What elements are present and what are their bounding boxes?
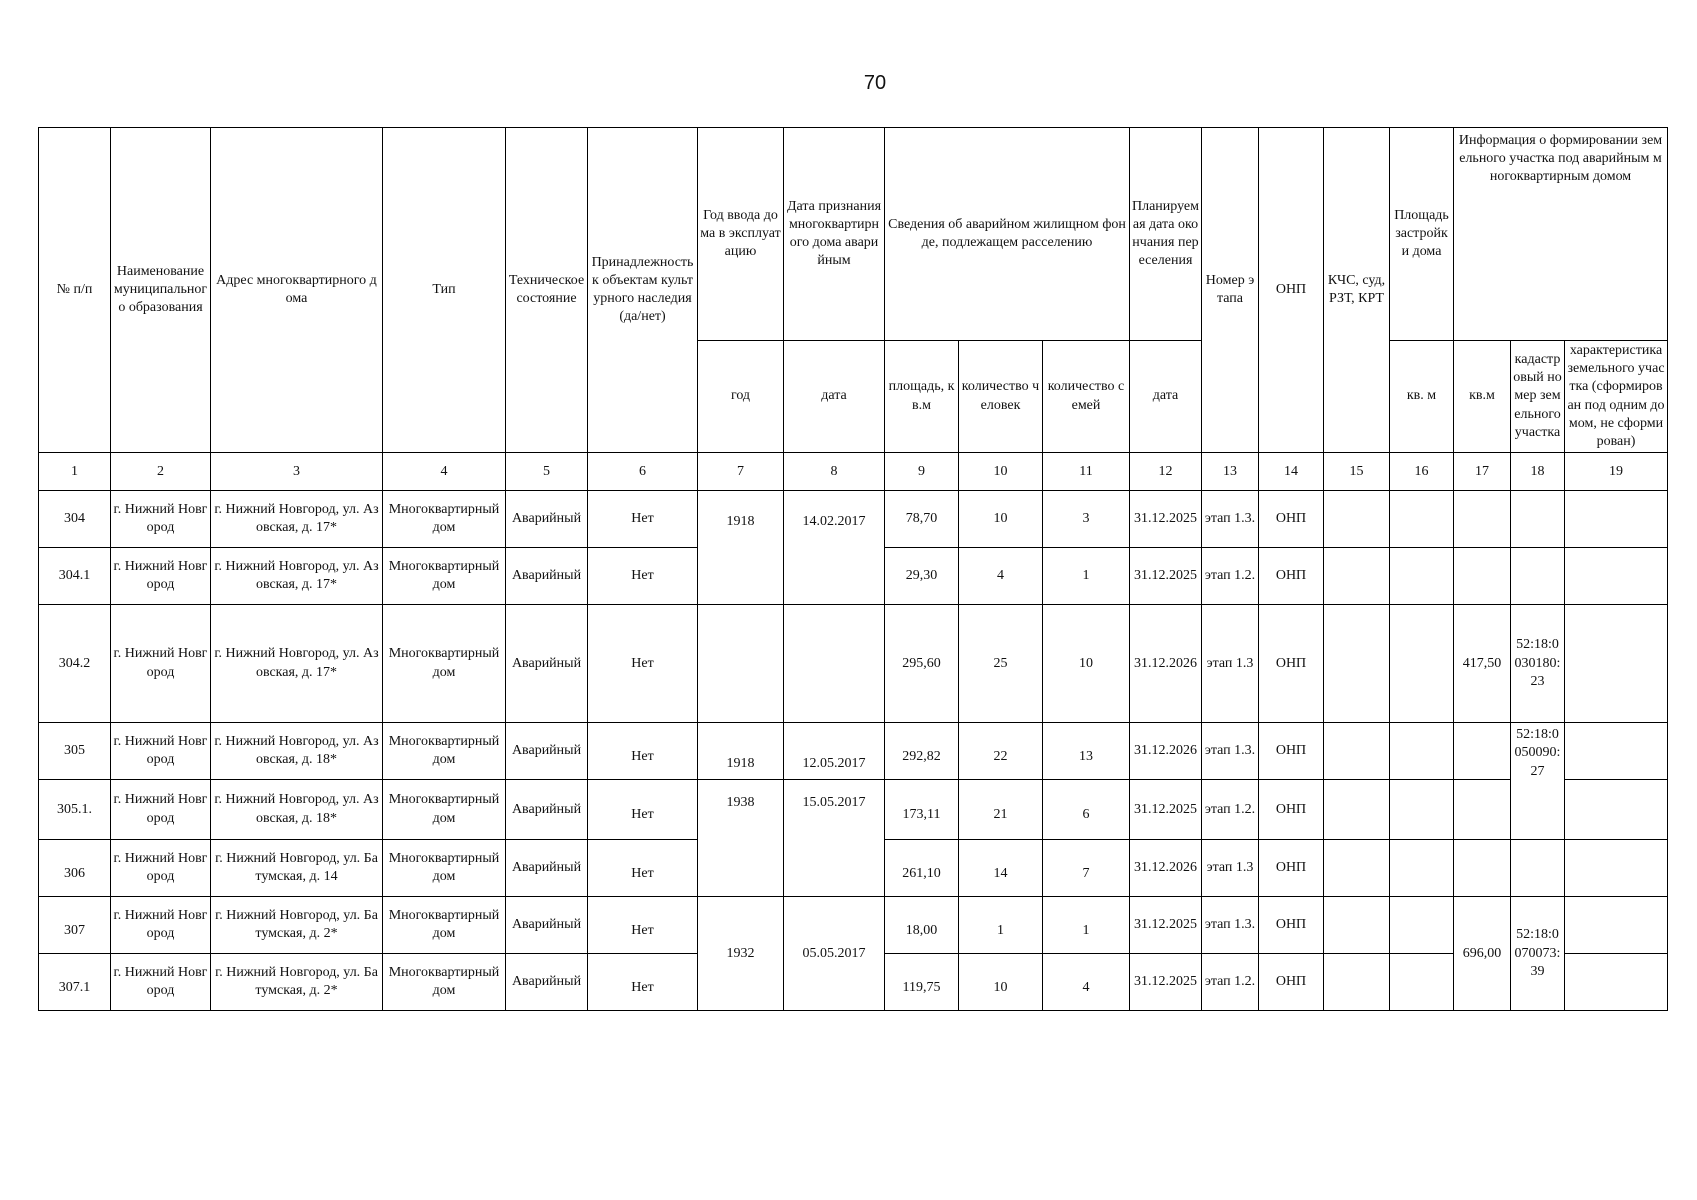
onp-cell: ОНП [1259, 840, 1324, 897]
heritage-cell: Нет [588, 723, 698, 780]
build-area-cell [1390, 723, 1454, 780]
heritage-cell: Нет [588, 840, 698, 897]
header-cell: № п/п [39, 128, 111, 453]
emergency-housing-table [38, 127, 1668, 1011]
column-number: 18 [1511, 453, 1565, 491]
land-char-cell [1565, 548, 1668, 605]
stage-cell: этап 1.2. [1202, 548, 1259, 605]
stage-cell: этап 1.3 [1202, 605, 1259, 723]
header-row [39, 128, 1668, 341]
onp-cell: ОНП [1259, 605, 1324, 723]
kchs-cell [1324, 954, 1390, 1011]
land-char-cell [1565, 840, 1668, 897]
onp-cell: ОНП [1259, 723, 1324, 780]
header-cell: характеристика земельного участка (сформирован под одним домом, не сформирован) [1565, 341, 1668, 453]
end-date-cell: 31.12.2026 [1130, 840, 1202, 897]
families-cell: 7 [1043, 840, 1130, 897]
header-cell: Тип [383, 128, 506, 453]
address-cell: г. Нижний Новгород, ул. Батумская, д. 14 [211, 840, 383, 897]
onp-cell: ОНП [1259, 954, 1324, 1011]
year-cell [698, 605, 784, 723]
column-number: 16 [1390, 453, 1454, 491]
kchs-cell [1324, 780, 1390, 840]
kchs-cell [1324, 840, 1390, 897]
row-number: 304.2 [39, 605, 111, 723]
row-number: 304.1 [39, 548, 111, 605]
onp-cell: ОНП [1259, 491, 1324, 548]
end-date-cell: 31.12.2026 [1130, 605, 1202, 723]
area-cell: 119,75 [885, 954, 959, 1011]
row-number: 306 [39, 840, 111, 897]
cadastral-cell: 52:18:0070073:39 [1511, 897, 1565, 1011]
column-number-row [39, 453, 1668, 491]
column-number: 1 [39, 453, 111, 491]
date-cell: 05.05.2017 [784, 897, 885, 1011]
municipality-cell: г. Нижний Новгород [111, 840, 211, 897]
land-char-cell [1565, 723, 1668, 780]
land-char-cell [1565, 491, 1668, 548]
page-number: 70 [863, 72, 887, 94]
header-cell: ОНП [1259, 128, 1324, 453]
header-cell: Техническое состояние [506, 128, 588, 453]
header-cell: количество человек [959, 341, 1043, 453]
area-cell: 261,10 [885, 840, 959, 897]
land-area-cell [1454, 723, 1511, 780]
column-number: 9 [885, 453, 959, 491]
land-area-cell: 417,50 [1454, 605, 1511, 723]
column-number: 15 [1324, 453, 1390, 491]
column-number: 5 [506, 453, 588, 491]
header-cell: Планируемая дата окончания переселения [1130, 128, 1202, 341]
land-area-cell [1454, 780, 1511, 840]
build-area-cell [1390, 780, 1454, 840]
area-cell: 29,30 [885, 548, 959, 605]
table-row [39, 605, 1668, 723]
address-cell: г. Нижний Новгород, ул. Азовская, д. 17* [211, 605, 383, 723]
column-number: 17 [1454, 453, 1511, 491]
area-cell: 295,60 [885, 605, 959, 723]
column-number: 19 [1565, 453, 1668, 491]
row-number: 304 [39, 491, 111, 548]
end-date-cell: 31.12.2025 [1130, 954, 1202, 1011]
date-cell [784, 605, 885, 723]
header-cell: дата [1130, 341, 1202, 453]
cadastral-cell: 52:18:0050090:27 [1511, 723, 1565, 840]
header-cell: кв.м [1454, 341, 1511, 453]
row-number: 307 [39, 897, 111, 954]
build-area-cell [1390, 840, 1454, 897]
stage-cell: этап 1.2. [1202, 780, 1259, 840]
state-cell: Аварийный [506, 548, 588, 605]
stage-cell: этап 1.3 [1202, 840, 1259, 897]
column-number: 6 [588, 453, 698, 491]
cadastral-cell [1511, 840, 1565, 897]
header-cell: площадь, кв.м [885, 341, 959, 453]
end-date-cell: 31.12.2025 [1130, 548, 1202, 605]
heritage-cell: Нет [588, 897, 698, 954]
column-number: 4 [383, 453, 506, 491]
stage-cell: этап 1.3. [1202, 897, 1259, 954]
land-area-cell [1454, 548, 1511, 605]
header-cell: кв. м [1390, 341, 1454, 453]
land-char-cell [1565, 605, 1668, 723]
table-row [39, 723, 1668, 780]
heritage-cell: Нет [588, 491, 698, 548]
header-cell: Год ввода дома в эксплуатацию [698, 128, 784, 341]
families-cell: 13 [1043, 723, 1130, 780]
families-cell: 10 [1043, 605, 1130, 723]
onp-cell: ОНП [1259, 897, 1324, 954]
end-date-cell: 31.12.2025 [1130, 897, 1202, 954]
heritage-cell: Нет [588, 780, 698, 840]
people-cell: 1 [959, 897, 1043, 954]
type-cell: Многоквартирный дом [383, 723, 506, 780]
heritage-cell: Нет [588, 605, 698, 723]
address-cell: г. Нижний Новгород, ул. Батумская, д. 2* [211, 897, 383, 954]
families-cell: 1 [1043, 548, 1130, 605]
kchs-cell [1324, 491, 1390, 548]
address-cell: г. Нижний Новгород, ул. Азовская, д. 17* [211, 491, 383, 548]
people-cell: 14 [959, 840, 1043, 897]
people-cell: 10 [959, 954, 1043, 1011]
date-cell: 14.02.2017 [784, 491, 885, 605]
people-cell: 10 [959, 491, 1043, 548]
cadastral-cell [1511, 491, 1565, 548]
header-cell: кадастровый номер земельного участка [1511, 341, 1565, 453]
land-char-cell [1565, 897, 1668, 954]
type-cell: Многоквартирный дом [383, 954, 506, 1011]
kchs-cell [1324, 548, 1390, 605]
state-cell: Аварийный [506, 897, 588, 954]
land-area-cell [1454, 491, 1511, 548]
type-cell: Многоквартирный дом [383, 605, 506, 723]
date-cell: 12.05.2017 [784, 723, 885, 780]
state-cell: Аварийный [506, 491, 588, 548]
land-char-cell [1565, 954, 1668, 1011]
column-number: 8 [784, 453, 885, 491]
municipality-cell: г. Нижний Новгород [111, 491, 211, 548]
people-cell: 4 [959, 548, 1043, 605]
municipality-cell: г. Нижний Новгород [111, 605, 211, 723]
municipality-cell: г. Нижний Новгород [111, 780, 211, 840]
families-cell: 6 [1043, 780, 1130, 840]
column-number: 12 [1130, 453, 1202, 491]
address-cell: г. Нижний Новгород, ул. Азовская, д. 18* [211, 723, 383, 780]
build-area-cell [1390, 897, 1454, 954]
column-number: 2 [111, 453, 211, 491]
date-cell: 15.05.2017 [784, 780, 885, 897]
build-area-cell [1390, 548, 1454, 605]
header-cell: Наименование муниципального образования [111, 128, 211, 453]
municipality-cell: г. Нижний Новгород [111, 723, 211, 780]
state-cell: Аварийный [506, 780, 588, 840]
type-cell: Многоквартирный дом [383, 491, 506, 548]
onp-cell: ОНП [1259, 548, 1324, 605]
column-number: 14 [1259, 453, 1324, 491]
year-cell: 1918 [698, 491, 784, 605]
header-cell: количество семей [1043, 341, 1130, 453]
end-date-cell: 31.12.2025 [1130, 491, 1202, 548]
type-cell: Многоквартирный дом [383, 897, 506, 954]
area-cell: 173,11 [885, 780, 959, 840]
header-cell: Адрес многоквартирного дома [211, 128, 383, 453]
row-number: 305.1. [39, 780, 111, 840]
header-cell: дата [784, 341, 885, 453]
column-number: 13 [1202, 453, 1259, 491]
people-cell: 25 [959, 605, 1043, 723]
stage-cell: этап 1.3. [1202, 491, 1259, 548]
municipality-cell: г. Нижний Новгород [111, 548, 211, 605]
header-cell: Дата признания многоквартирного дома аварийным [784, 128, 885, 341]
type-cell: Многоквартирный дом [383, 840, 506, 897]
people-cell: 21 [959, 780, 1043, 840]
land-area-cell [1454, 840, 1511, 897]
state-cell: Аварийный [506, 840, 588, 897]
area-cell: 78,70 [885, 491, 959, 548]
families-cell: 1 [1043, 897, 1130, 954]
table-row [39, 897, 1668, 954]
stage-cell: этап 1.2. [1202, 954, 1259, 1011]
column-number: 7 [698, 453, 784, 491]
build-area-cell [1390, 954, 1454, 1011]
header-cell: Принадлежность к объектам культурного наследия (да/нет) [588, 128, 698, 453]
cadastral-cell [1511, 548, 1565, 605]
stage-cell: этап 1.3. [1202, 723, 1259, 780]
type-cell: Многоквартирный дом [383, 548, 506, 605]
address-cell: г. Нижний Новгород, ул. Азовская, д. 17* [211, 548, 383, 605]
header-cell: год [698, 341, 784, 453]
column-number: 11 [1043, 453, 1130, 491]
kchs-cell [1324, 723, 1390, 780]
table-row [39, 491, 1668, 548]
municipality-cell: г. Нижний Новгород [111, 954, 211, 1011]
table-row [39, 780, 1668, 840]
municipality-cell: г. Нижний Новгород [111, 897, 211, 954]
heritage-cell: Нет [588, 548, 698, 605]
end-date-cell: 31.12.2026 [1130, 723, 1202, 780]
column-number: 10 [959, 453, 1043, 491]
kchs-cell [1324, 605, 1390, 723]
cadastral-cell: 52:18:0030180:23 [1511, 605, 1565, 723]
families-cell: 3 [1043, 491, 1130, 548]
heritage-cell: Нет [588, 954, 698, 1011]
column-number: 3 [211, 453, 383, 491]
state-cell: Аварийный [506, 954, 588, 1011]
build-area-cell [1390, 605, 1454, 723]
row-number: 307.1 [39, 954, 111, 1011]
type-cell: Многоквартирный дом [383, 780, 506, 840]
state-cell: Аварийный [506, 605, 588, 723]
build-area-cell [1390, 491, 1454, 548]
year-cell: 1938 [698, 780, 784, 897]
land-area-cell: 696,00 [1454, 897, 1511, 1011]
land-char-cell [1565, 780, 1668, 840]
state-cell: Аварийный [506, 723, 588, 780]
end-date-cell: 31.12.2025 [1130, 780, 1202, 840]
row-number: 305 [39, 723, 111, 780]
year-cell: 1932 [698, 897, 784, 1011]
area-cell: 292,82 [885, 723, 959, 780]
header-cell: КЧС, суд, РЗТ, КРТ [1324, 128, 1390, 453]
families-cell: 4 [1043, 954, 1130, 1011]
onp-cell: ОНП [1259, 780, 1324, 840]
header-cell: Сведения об аварийном жилищном фонде, подлежащем расселению [885, 128, 1130, 341]
header-cell: Номер этапа [1202, 128, 1259, 453]
area-cell: 18,00 [885, 897, 959, 954]
address-cell: г. Нижний Новгород, ул. Азовская, д. 18* [211, 780, 383, 840]
header-cell: Информация о формировании земельного участка под аварийным многоквартирным домом [1454, 128, 1668, 341]
kchs-cell [1324, 897, 1390, 954]
address-cell: г. Нижний Новгород, ул. Батумская, д. 2* [211, 954, 383, 1011]
people-cell: 22 [959, 723, 1043, 780]
header-cell: Площадь застройки дома [1390, 128, 1454, 341]
year-cell: 1918 [698, 723, 784, 780]
